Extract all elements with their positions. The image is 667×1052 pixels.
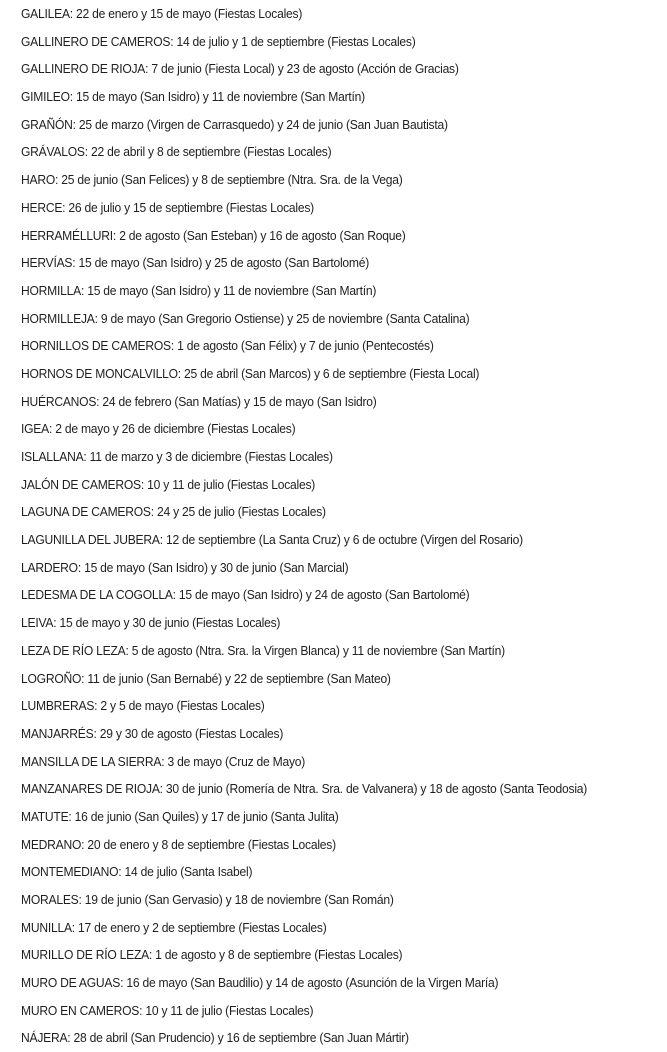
list-item: GALILEA: 22 de enero y 15 de mayo (Fiestas Locales) — [21, 6, 303, 21]
list-item: HUÉRCANOS: 24 de febrero (San Matías) y 15 de mayo (San Isidro) — [21, 393, 377, 409]
list-item: IGEA: 2 de mayo y 26 de diciembre (Fiestas Locales) — [21, 421, 296, 437]
list-item: GALLINERO DE CAMEROS: 14 de julio y 1 de septiembre (Fiestas Locales) — [21, 33, 416, 49]
list-item: MANSILLA DE LA SIERRA: 3 de mayo (Cruz de Mayo) — [21, 753, 306, 769]
list-item: GRÁVALOS: 22 de abril y 8 de septiembre (Fiestas Locales) — [21, 144, 332, 160]
list-item: MONTEMEDIANO: 14 de julio (Santa Isabel) — [21, 864, 253, 880]
list-item: MANJARRÉS: 29 y 30 de agosto (Fiestas Locales) — [21, 725, 284, 741]
list-item: HORMILLEJA: 9 de mayo (San Gregorio Ostiense) y 25 de noviembre (Santa Catalina) — [21, 310, 470, 326]
list-item: MORALES: 19 de junio (San Gervasio) y 18 de noviembre (San Román) — [21, 892, 394, 907]
list-item: HERRAMÉLLURI: 2 de agosto (San Esteban) y 16 de agosto (San Roque) — [21, 227, 406, 243]
list-item: LAGUNA DE CAMEROS: 24 y 25 de julio (Fiestas Locales) — [21, 504, 326, 520]
list-item: LEZA DE RÍO LEZA: 5 de agosto (Ntra. Sra. la Virgen Blanca) y 11 de noviembre (San Martín) — [21, 642, 505, 658]
list-item: MURILLO DE RÍO LEZA: 1 de agosto y 8 de septiembre (Fiestas Locales) — [21, 947, 403, 963]
list-item: LEIVA: 15 de mayo y 30 de junio (Fiestas Locales) — [21, 615, 281, 631]
list-item: HORNILLOS DE CAMEROS: 1 de agosto (San Félix) y 7 de junio (Pentecostés) — [21, 338, 434, 354]
list-item: HORMILLA: 15 de mayo (San Isidro) y 11 de noviembre (San Martín) — [21, 282, 377, 298]
list-item: GALLINERO DE RIOJA: 7 de junio (Fiesta Local) y 23 de agosto (Acción de Gracias) — [21, 61, 459, 77]
list-item: HARO: 25 de junio (San Felices) y 8 de septiembre (Ntra. Sra. de la Vega) — [21, 172, 403, 188]
list-item: MURO DE AGUAS: 16 de mayo (San Baudilio) y 14 de agosto (Asunción de la Virgen María) — [21, 975, 499, 991]
list-item: LAGUNILLA DEL JUBERA: 12 de septiembre (La Santa Cruz) y 6 de octubre (Virgen del Rosario) — [21, 532, 523, 548]
list-item: GRAÑÓN: 25 de marzo (Virgen de Carrasquedo) y 24 de junio (San Juan Bautista) — [21, 116, 448, 132]
list-item: NÁJERA: 28 de abril (San Prudencio) y 16 de septiembre (San Juan Mártir) — [21, 1030, 409, 1046]
list-item: LARDERO: 15 de mayo (San Isidro) y 30 de junio (San Marcial) — [21, 559, 349, 575]
list-item: JALÓN DE CAMEROS: 10 y 11 de julio (Fiestas Locales) — [21, 476, 316, 492]
list-item: GIMILEO: 15 de mayo (San Isidro) y 11 de noviembre (San Martín) — [21, 89, 365, 105]
list-item: MEDRANO: 20 de enero y 8 de septiembre (Fiestas Locales) — [21, 836, 336, 852]
list-item: HERVÍAS: 15 de mayo (San Isidro) y 25 de agosto (San Bartolomé) — [21, 255, 370, 271]
list-item: HORNOS DE MONCALVILLO: 25 de abril (San Marcos) y 6 de septiembre (Fiesta Local) — [21, 365, 480, 381]
list-item: MANZANARES DE RIOJA: 30 de junio (Romería de Ntra. Sra. de Valvanera) y 18 de agosto (Santa Teodosia) — [21, 781, 588, 797]
list-item: MATUTE: 16 de junio (San Quiles) y 17 de junio (Santa Julita) — [21, 808, 339, 824]
list-item: LEDESMA DE LA COGOLLA: 15 de mayo (San Isidro) y 24 de agosto (San Bartolomé) — [21, 587, 470, 603]
list-item: ISLALLANA: 11 de marzo y 3 de diciembre (Fiestas Locales) — [21, 449, 333, 464]
list-item: HERCE: 26 de julio y 15 de septiembre (Fiestas Locales) — [21, 199, 314, 215]
list-item: LOGROÑO: 11 de junio (San Bernabé) y 22 de septiembre (San Mateo) — [21, 670, 391, 686]
holiday-list — [21, 0, 661, 1052]
list-item: MUNILLA: 17 de enero y 2 de septiembre (Fiestas Locales) — [21, 919, 327, 935]
list-item: LUMBRERAS: 2 y 5 de mayo (Fiestas Locales) — [21, 698, 265, 714]
list-item: MURO EN CAMEROS: 10 y 11 de julio (Fiestas Locales) — [21, 1002, 314, 1018]
